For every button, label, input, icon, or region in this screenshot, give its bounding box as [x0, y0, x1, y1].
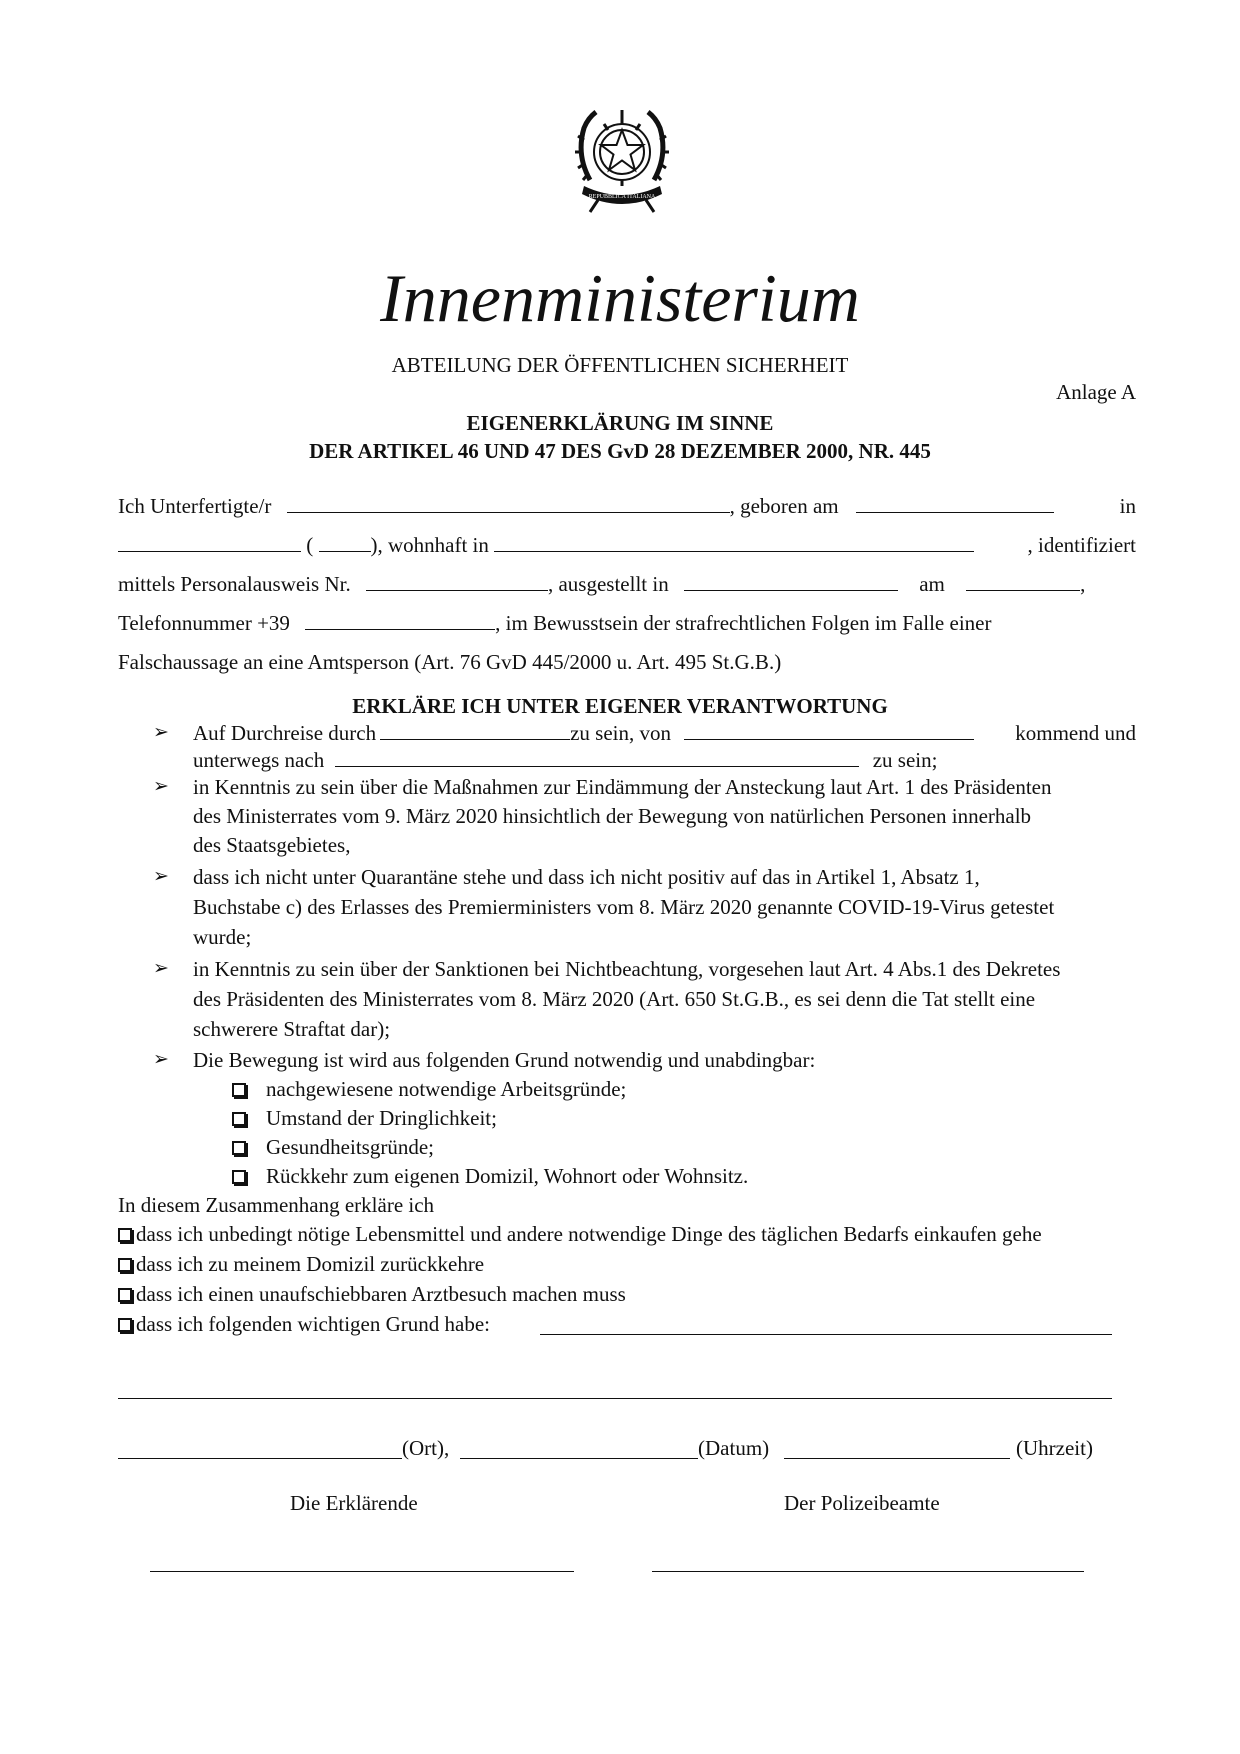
context-intro: In diesem Zusammenhang erkläre ich	[118, 1193, 435, 1217]
reason-health-checkbox[interactable]	[232, 1141, 246, 1155]
name-field[interactable]	[287, 492, 730, 513]
reason-item: Rückkehr zum eigenen Domizil, Wohnort oder Wohnsitz.	[232, 1162, 748, 1190]
arrow-bullet-icon: ➢	[153, 866, 169, 887]
bullet-sanctions-line2: des Präsidenten des Ministerrates vom 8. März 2020 (Art. 650 St.G.B., es sei denn die Tat stellt eine	[193, 987, 1036, 1011]
bullet-quarantine-line3: wurde;	[193, 925, 252, 949]
context-option: dass ich einen unaufschiebbaren Arztbesuch machen muss	[118, 1280, 626, 1308]
place-label: (Ort),	[402, 1436, 450, 1460]
arrow-bullet-icon: ➢	[153, 776, 169, 797]
time-field[interactable]	[784, 1458, 1010, 1459]
birth-place-field[interactable]	[118, 531, 301, 552]
form-heading-line1: EIGENERKLÄRUNG IM SINNE	[466, 411, 774, 435]
officer-label: Der Polizeibeamte	[784, 1491, 940, 1515]
arrow-bullet-icon: ➢	[153, 1049, 169, 1070]
bullet-quarantine-line2: Buchstabe c) des Erlasses des Premierministers vom 8. März 2020 genannte COVID-19-Virus getestet	[193, 895, 1055, 919]
intro-line-1: Ich Unterfertigte/r , geboren am in	[118, 494, 1136, 518]
date-field[interactable]	[460, 1458, 698, 1459]
reason-item: Umstand der Dringlichkeit;	[232, 1104, 497, 1132]
bullet-measures-line1: in Kenntnis zu sein über die Maßnahmen zur Eindämmung der Ansteckung laut Art. 1 des Präsidenten	[193, 775, 1052, 799]
phone-field[interactable]	[305, 609, 495, 630]
intro-line-3: mittels Personalausweis Nr. , ausgestellt in am ,	[118, 572, 1086, 596]
other-reason-field-line2[interactable]	[118, 1398, 1112, 1399]
coming-from-field[interactable]	[684, 719, 974, 740]
department-name: ABTEILUNG DER ÖFFENTLICHEN SICHERHEIT	[391, 353, 849, 377]
intro-line-5: Falschaussage an eine Amtsperson (Art. 76 GvD 445/2000 u. Art. 495 St.G.B.)	[118, 650, 782, 674]
id-number-field[interactable]	[366, 570, 548, 591]
ministry-title: Innenministerium	[380, 260, 860, 336]
context-shopping-checkbox[interactable]	[118, 1228, 132, 1242]
residence-field[interactable]	[494, 531, 974, 552]
bullet-transit-line2: unterwegs nach zu sein;	[193, 748, 938, 772]
intro-line-4: Telefonnummer +39 , im Bewusstsein der strafrechtlichen Folgen im Falle einer	[118, 611, 992, 635]
svg-text:REPUBBLICA ITALIANA: REPUBBLICA ITALIANA	[588, 194, 656, 200]
bullet-quarantine-line1: dass ich nicht unter Quarantäne stehe und dass ich nicht positiv auf das in Artikel 1, Absatz 1,	[193, 865, 980, 889]
bullet-sanctions-line1: in Kenntnis zu sein über der Sanktionen bei Nichtbeachtung, vorgesehen laut Art. 4 Abs.1 des Dekretes	[193, 957, 1061, 981]
republic-emblem-icon	[570, 100, 674, 218]
time-label: (Uhrzeit)	[1016, 1436, 1093, 1460]
arrow-bullet-icon: ➢	[153, 958, 169, 979]
heading-to-field[interactable]	[335, 746, 859, 767]
birth-date-field[interactable]	[856, 492, 1054, 513]
transit-through-field[interactable]	[380, 719, 570, 740]
annex-label: Anlage A	[1056, 380, 1136, 404]
reason-return-home-checkbox[interactable]	[232, 1170, 246, 1184]
officer-signature-field[interactable]	[652, 1571, 1084, 1572]
bullet-measures-line2: des Ministerrates vom 9. März 2020 hinsichtlich der Bewegung von natürlichen Personen innerhalb	[193, 804, 1032, 828]
bullet-measures-line3: des Staatsgebietes,	[193, 833, 351, 857]
declaration-heading: ERKLÄRE ICH UNTER EIGENER VERANTWORTUNG	[352, 694, 888, 718]
bullet-sanctions-line3: schwerere Straftat dar);	[193, 1017, 391, 1041]
context-other-reason-checkbox[interactable]	[118, 1318, 132, 1332]
issued-in-field[interactable]	[684, 570, 898, 591]
issue-date-field[interactable]	[966, 570, 1080, 591]
declarant-signature-field[interactable]	[150, 1571, 574, 1572]
reason-item: Gesundheitsgründe;	[232, 1133, 434, 1161]
province-field[interactable]	[319, 531, 371, 552]
bullet-transit-line1: Auf Durchreise durch zu sein, von kommend und	[193, 721, 1136, 745]
bullet-reason-intro: Die Bewegung ist wird aus folgenden Grund notwendig und unabdingbar:	[193, 1048, 816, 1072]
intro-line-2: ( ), wohnhaft in , identifiziert	[118, 531, 1136, 559]
context-option: dass ich zu meinem Domizil zurückkehre	[118, 1250, 484, 1278]
reason-work-checkbox[interactable]	[232, 1083, 246, 1097]
declarant-label: Die Erklärende	[290, 1491, 418, 1515]
form-heading-line2: DER ARTIKEL 46 UND 47 DES GvD 28 DEZEMBER 2000, NR. 445	[309, 439, 931, 463]
reason-urgency-checkbox[interactable]	[232, 1112, 246, 1126]
other-reason-field[interactable]	[540, 1334, 1112, 1335]
context-option: dass ich unbedingt nötige Lebensmittel und andere notwendige Dinge des täglichen Bedarfs einkaufen gehe	[118, 1220, 1042, 1248]
context-option: dass ich folgenden wichtigen Grund habe:	[118, 1310, 490, 1338]
place-field[interactable]	[118, 1458, 402, 1459]
reason-item: nachgewiesene notwendige Arbeitsgründe;	[232, 1075, 626, 1103]
arrow-bullet-icon: ➢	[153, 722, 169, 743]
context-home-checkbox[interactable]	[118, 1258, 132, 1272]
context-doctor-checkbox[interactable]	[118, 1288, 132, 1302]
date-label: (Datum)	[698, 1436, 770, 1460]
